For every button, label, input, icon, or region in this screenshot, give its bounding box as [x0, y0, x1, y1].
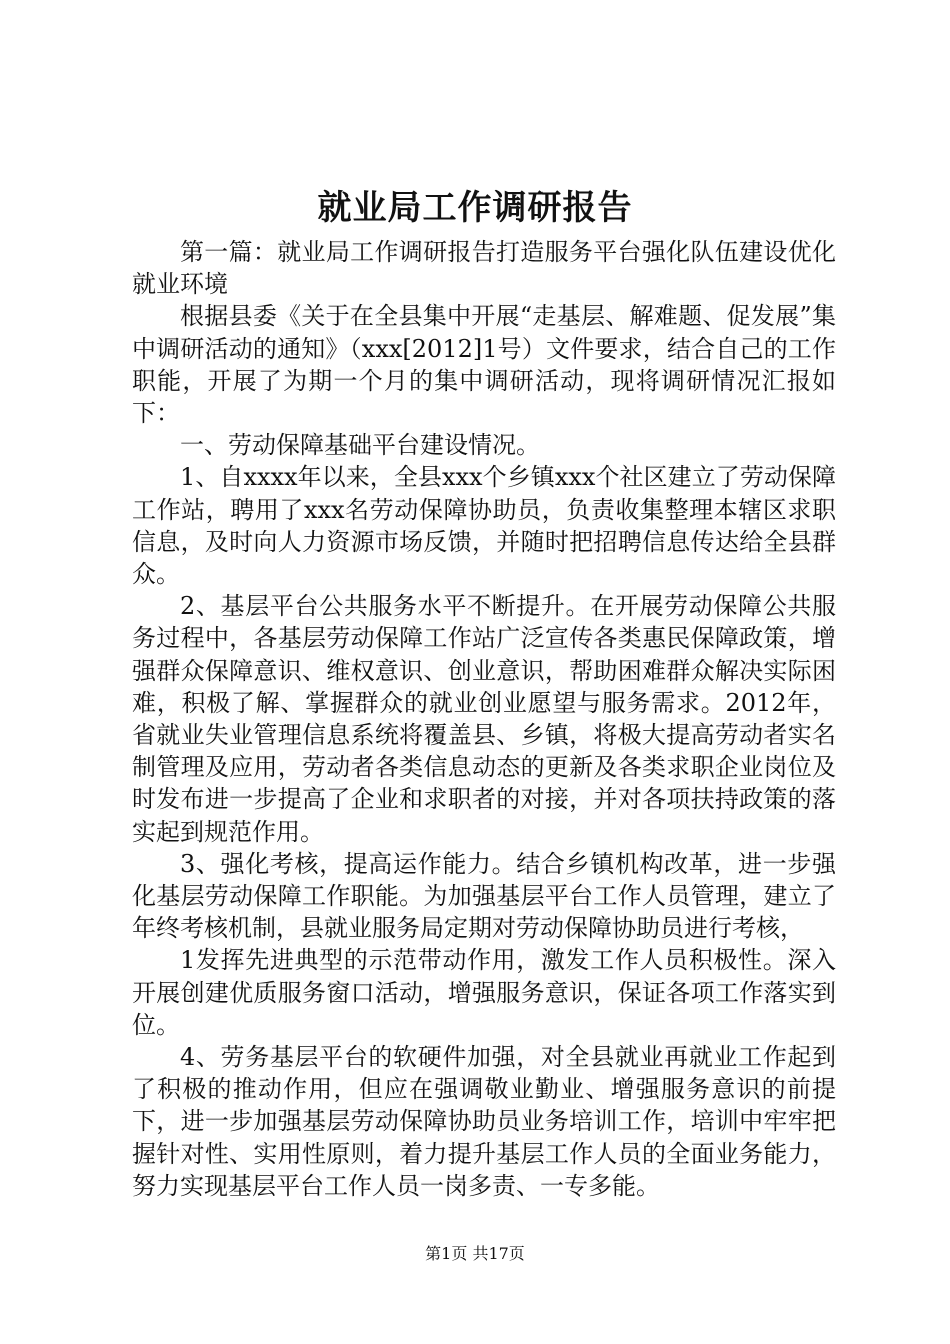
- paragraph-section-heading: 第一篇：就业局工作调研报告打造服务平台强化队伍建设优化就业环境: [132, 238, 836, 299]
- paragraph-intro: 根据县委《关于在全县集中开展“走基层、解难题、促发展”集中调研活动的通知》（xxx[2012]1号）文件要求，结合自己的工作职能，开展了为期一个月的集中调研活动，现将调研情况汇报如下：: [132, 302, 836, 428]
- document-title: 就业局工作调研报告: [317, 188, 633, 228]
- paragraph-item-3: 3、强化考核，提高运作能力。结合乡镇机构改革，进一步强化基层劳动保障工作职能。为加强基层平台工作人员管理，建立了年终考核机制，县就业服务局定期对劳动保障协助员进行考核，: [132, 849, 836, 943]
- paragraph-heading-1: 一、劳动保障基础平台建设情况。: [180, 431, 540, 460]
- paragraph-item-4: 4、劳务基层平台的软硬件加强，对全县就业再就业工作起到了积极的推动作用，但应在强调敬业勤业、增强服务意识的前提下，进一步加强基层劳动保障协助员业务培训工作，培训中牢牢把握针对性、实用性原则，着力提升基层工作人员的全面业务能力，努力实现基层平台工作人员一岗多责、一专多能。: [132, 1043, 836, 1200]
- paragraph-item-1: 1、自xxxx年以来，全县xxx个乡镇xxx个社区建立了劳动保障工作站，聘用了xxx名劳动保障协助员，负责收集整理本辖区求职信息，及时向人力资源市场反馈，并随时把招聘信息传达给全县群众。: [132, 463, 836, 589]
- page-number-footer: 第1页 共17页: [425, 1244, 525, 1263]
- paragraph-item-3-sub: 1发挥先进典型的示范带动作用，激发工作人员积极性。深入开展创建优质服务窗口活动，增强服务意识，保证各项工作落实到位。: [132, 946, 836, 1039]
- paragraph-item-2: 2、基层平台公共服务水平不断提升。在开展劳动保障公共服务过程中，各基层劳动保障工作站广泛宣传各类惠民保障政策，增强群众保障意识、维权意识、创业意识，帮助困难群众解决实际困难，积极了解、掌握群众的就业创业愿望与服务需求。2012年，省就业失业管理信息系统将覆盖县、乡镇，将极大提高劳动者实名制管理及应用，劳动者各类信息动态的更新及各类求职企业岗位及时发布进一步提高了企业和求职者的对接，并对各项扶持政策的落实起到规范作用。: [132, 592, 836, 846]
- document-body: [132, 236, 836, 1202]
